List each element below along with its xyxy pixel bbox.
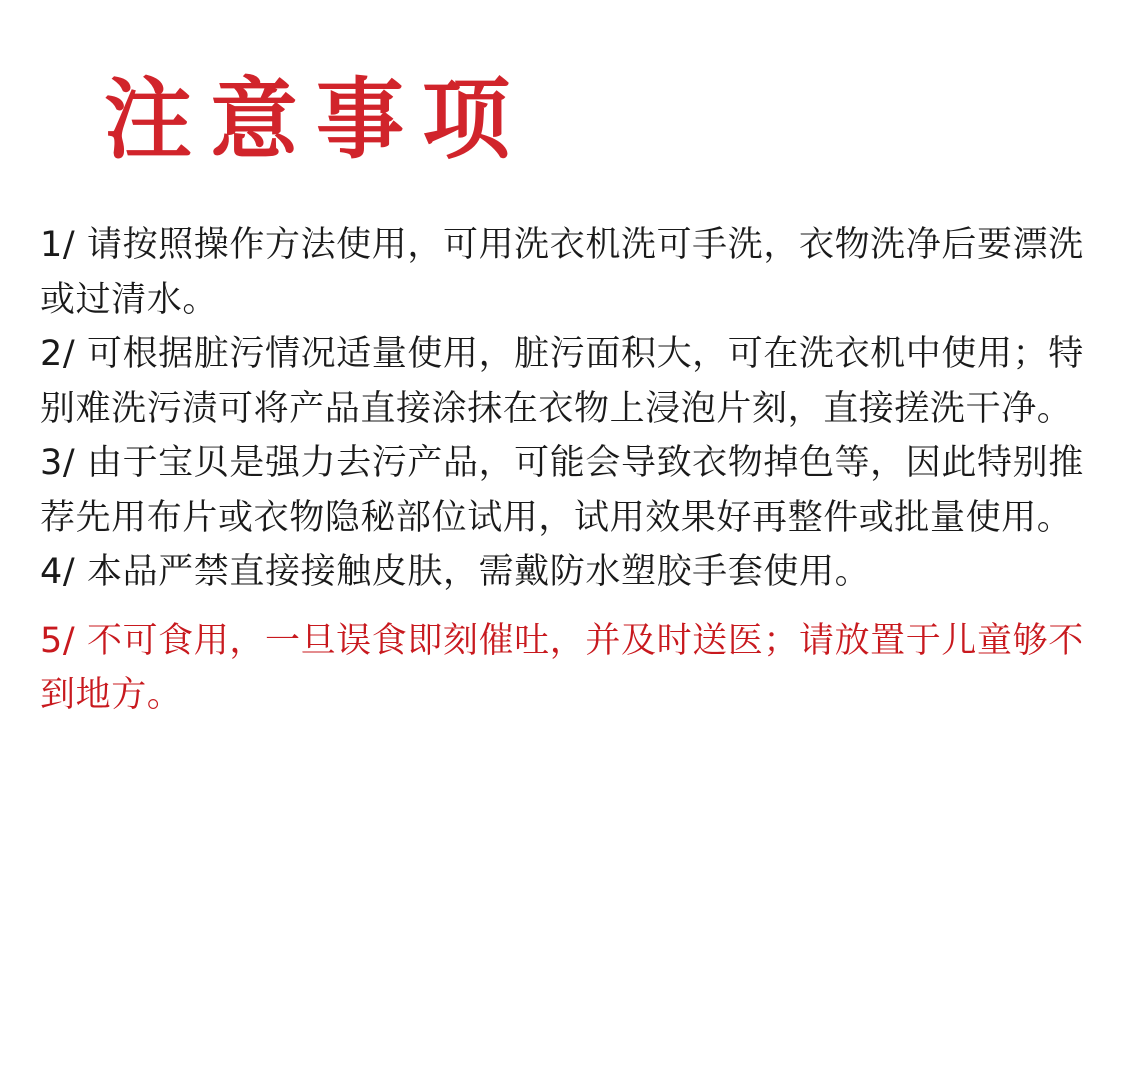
note-item-5-warning: 5/ 不可食用，一旦误食即刻催吐，并及时送医；请放置于儿童够不到地方。 [40,620,1084,715]
note-item-1: 1/ 请按照操作方法使用，可用洗衣机洗可手洗，衣物洗净后要漂洗或过清水。 [40,225,1084,320]
page-title: 注意事项 [104,68,529,171]
note-item-4: 4/ 本品严禁直接接触皮肤，需戴防水塑胶手套使用。 [40,552,871,592]
note-item-2: 2/ 可根据脏污情况适量使用，脏污面积大，可在洗衣机中使用；特别难洗污渍可将产品直接涂抹在衣物上浸泡片刻，直接搓洗干净。 [40,334,1084,429]
notes-list [40,218,1090,723]
note-item-3: 3/ 由于宝贝是强力去污产品，可能会导致衣物掉色等，因此特别推荐先用布片或衣物隐秘部位试用，试用效果好再整件或批量使用。 [40,443,1084,538]
